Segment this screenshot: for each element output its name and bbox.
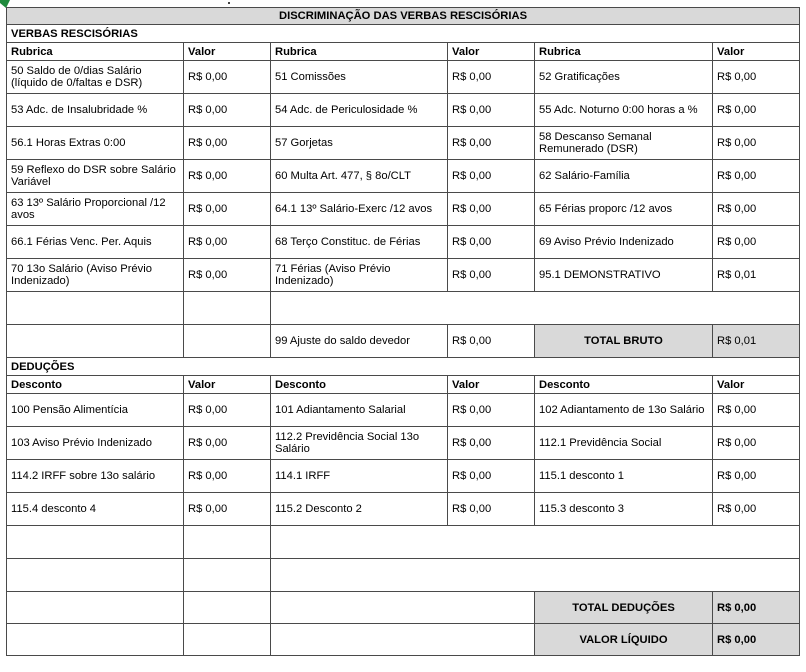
item-label: 53 Adc. de Insalubridade % xyxy=(7,94,184,127)
total-bruto-label: TOTAL BRUTO xyxy=(535,325,713,358)
item-value: R$ 0,00 xyxy=(713,226,800,259)
total-deducoes-label: TOTAL DEDUÇÕES xyxy=(535,592,713,624)
item-label: 57 Gorjetas xyxy=(271,127,448,160)
item-label: 56.1 Horas Extras 0:00 xyxy=(7,127,184,160)
column-header: Desconto xyxy=(271,376,448,394)
item-label: 114.1 IRFF xyxy=(271,460,448,493)
total-deducoes-value: R$ 0,00 xyxy=(713,592,800,624)
document-title: DISCRIMINAÇÃO DAS VERBAS RESCISÓRIAS xyxy=(7,8,800,25)
item-label: 54 Adc. de Periculosidade % xyxy=(271,94,448,127)
item-value: R$ 0,00 xyxy=(184,94,271,127)
item-value: R$ 0,00 xyxy=(184,493,271,526)
item-label: 115.3 desconto 3 xyxy=(535,493,713,526)
item-value: R$ 0,00 xyxy=(448,226,535,259)
item-label: 112.2 Previdência Social 13o Salário xyxy=(271,427,448,460)
item-label: 71 Férias (Aviso Prévio Indenizado) xyxy=(271,259,448,292)
valor-liquido-value: R$ 0,00 xyxy=(713,624,800,656)
item-value: R$ 0,00 xyxy=(448,394,535,427)
item-label: 95.1 DEMONSTRATIVO xyxy=(535,259,713,292)
item-label: 68 Terço Constituc. de Férias xyxy=(271,226,448,259)
item-value: R$ 0,00 xyxy=(184,460,271,493)
item-value: R$ 0,00 xyxy=(184,427,271,460)
item-value: R$ 0,00 xyxy=(448,193,535,226)
item-label: 58 Descanso Semanal Remunerado (DSR) xyxy=(535,127,713,160)
empty-row xyxy=(7,292,800,325)
verba-row xyxy=(7,259,800,292)
verba-row xyxy=(7,160,800,193)
column-header: Valor xyxy=(184,43,271,61)
total-bruto-value: R$ 0,01 xyxy=(713,325,800,358)
section-title-verbas: VERBAS RESCISÓRIAS xyxy=(7,25,800,43)
column-header: Valor xyxy=(448,376,535,394)
item-label: 55 Adc. Noturno 0:00 horas a % xyxy=(535,94,713,127)
item-label: 59 Reflexo do DSR sobre Salário Variável xyxy=(7,160,184,193)
item-label: 52 Gratificações xyxy=(535,61,713,94)
deducoes-header-row xyxy=(7,376,800,394)
item-value: R$ 0,00 xyxy=(448,61,535,94)
item-value: R$ 0,00 xyxy=(448,493,535,526)
item-value: R$ 0,00 xyxy=(184,160,271,193)
column-header: Rubrica xyxy=(7,43,184,61)
item-label: 63 13º Salário Proporcional /12 avos xyxy=(7,193,184,226)
verbas-header-row xyxy=(7,43,800,61)
verba-row xyxy=(7,94,800,127)
total-deducoes-row xyxy=(7,592,800,624)
column-header: Rubrica xyxy=(271,43,448,61)
item-value: R$ 0,00 xyxy=(184,226,271,259)
item-value: R$ 0,00 xyxy=(448,160,535,193)
item-value: R$ 0,00 xyxy=(713,394,800,427)
deducao-row xyxy=(7,460,800,493)
item-value: R$ 0,00 xyxy=(184,394,271,427)
section-verbas-row xyxy=(7,25,800,43)
item-label: 112.1 Previdência Social xyxy=(535,427,713,460)
item-value: R$ 0,00 xyxy=(448,127,535,160)
item-value: R$ 0,00 xyxy=(184,127,271,160)
column-header: Rubrica xyxy=(535,43,713,61)
item-label: 65 Férias proporc /12 avos xyxy=(535,193,713,226)
deducao-row xyxy=(7,427,800,460)
item-label: 69 Aviso Prévio Indenizado xyxy=(535,226,713,259)
empty-row xyxy=(7,559,800,592)
item-label: 115.1 desconto 1 xyxy=(535,460,713,493)
verba-row xyxy=(7,61,800,94)
item-value: R$ 0,00 xyxy=(713,61,800,94)
item-label: 115.4 desconto 4 xyxy=(7,493,184,526)
item-value: R$ 0,00 xyxy=(713,94,800,127)
item-value: R$ 0,00 xyxy=(713,193,800,226)
verba-row xyxy=(7,193,800,226)
section-title-deducoes: DEDUÇÕES xyxy=(7,358,800,376)
deducao-row xyxy=(7,493,800,526)
item-value: R$ 0,00 xyxy=(448,427,535,460)
item-value: R$ 0,00 xyxy=(184,193,271,226)
item-label: 114.2 IRFF sobre 13o salário xyxy=(7,460,184,493)
item-value: R$ 0,00 xyxy=(184,61,271,94)
item-value: R$ 0,00 xyxy=(184,259,271,292)
valor-liquido-row xyxy=(7,624,800,656)
item-label: 66.1 Férias Venc. Per. Aquis xyxy=(7,226,184,259)
column-header: Valor xyxy=(713,376,800,394)
column-header: Valor xyxy=(713,43,800,61)
item-value: R$ 0,00 xyxy=(448,460,535,493)
verba-row xyxy=(7,127,800,160)
item-label: 62 Salário-Família xyxy=(535,160,713,193)
item-value: R$ 0,01 xyxy=(713,259,800,292)
stray-dot xyxy=(228,2,230,4)
total-bruto-row xyxy=(7,325,800,358)
item-value: R$ 0,00 xyxy=(713,427,800,460)
item-value: R$ 0,00 xyxy=(713,160,800,193)
item-label: 70 13o Salário (Aviso Prévio Indenizado) xyxy=(7,259,184,292)
item-value: R$ 0,00 xyxy=(448,94,535,127)
deducao-row xyxy=(7,394,800,427)
item-value: R$ 0,00 xyxy=(448,259,535,292)
column-header: Valor xyxy=(448,43,535,61)
valor-liquido-label: VALOR LÍQUIDO xyxy=(535,624,713,656)
item-label: 51 Comissões xyxy=(271,61,448,94)
column-header: Valor xyxy=(184,376,271,394)
ajuste-label: 99 Ajuste do saldo devedor xyxy=(271,325,448,358)
item-label: 101 Adiantamento Salarial xyxy=(271,394,448,427)
item-label: 103 Aviso Prévio Indenizado xyxy=(7,427,184,460)
section-deducoes-row xyxy=(7,358,800,376)
title-row xyxy=(7,8,800,25)
column-header: Desconto xyxy=(535,376,713,394)
verbas-rescisorias-table xyxy=(6,7,800,656)
item-value: R$ 0,00 xyxy=(713,460,800,493)
item-label: 100 Pensão Alimentícia xyxy=(7,394,184,427)
item-value: R$ 0,00 xyxy=(713,493,800,526)
item-value: R$ 0,00 xyxy=(713,127,800,160)
item-label: 50 Saldo de 0/dias Salário (líquido de 0/faltas e DSR) xyxy=(7,61,184,94)
empty-row xyxy=(7,526,800,559)
column-header: Desconto xyxy=(7,376,184,394)
item-label: 115.2 Desconto 2 xyxy=(271,493,448,526)
item-label: 60 Multa Art. 477, § 8o/CLT xyxy=(271,160,448,193)
ajuste-value: R$ 0,00 xyxy=(448,325,535,358)
verba-row xyxy=(7,226,800,259)
item-label: 64.1 13º Salário-Exerc /12 avos xyxy=(271,193,448,226)
item-label: 102 Adiantamento de 13o Salário xyxy=(535,394,713,427)
